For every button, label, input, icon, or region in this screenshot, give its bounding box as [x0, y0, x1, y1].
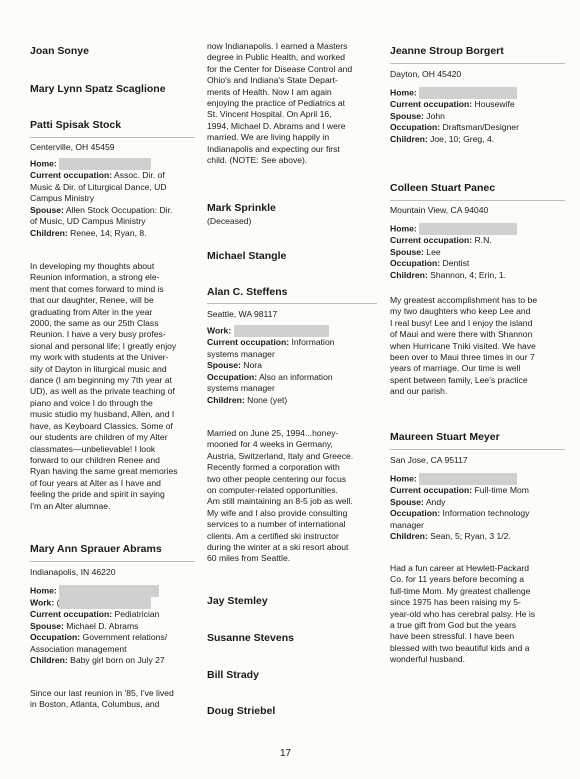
text-line: Co. for 11 years before becoming a: [390, 574, 525, 585]
text-line: in Boston, Atlanta, Columbus, and: [30, 699, 160, 710]
text-line: Reunion. I have a very busy profes-: [30, 329, 166, 340]
entry-details: [390, 223, 565, 281]
text-line: my work with students at the Univer-: [30, 352, 169, 363]
page-number: 17: [280, 748, 292, 759]
entry-name: Colleen Stuart Panec: [390, 182, 496, 194]
field-label: Occupation:: [30, 632, 81, 643]
field-label: Home:: [390, 223, 417, 234]
text-line: dance (I am beginning my 7th year at: [30, 375, 172, 386]
redacted-value: [419, 473, 517, 485]
text-line: services to a number of international: [207, 519, 346, 530]
text-line: Reunion information, a strong ele-: [30, 272, 160, 283]
field-label: Spouse:: [390, 110, 424, 121]
text-line: St. Vincent Hospital. On April 16,: [207, 109, 332, 120]
entry-name: Alan C. Steffens: [207, 286, 288, 298]
field-label: Current occupation:: [390, 99, 473, 109]
field-value: Pediatrician: [114, 609, 160, 619]
field-value: manager: [390, 519, 424, 530]
entry-name: Joan Sonye: [30, 45, 89, 57]
text-line: UD), as well as the private teaching of: [30, 386, 175, 397]
text-line: enjoying the practice of Pediatrics at: [207, 98, 346, 109]
entry-name: Mary Ann Sprauer Abrams: [30, 543, 162, 555]
field-value: Music & Dir. of Liturgical Dance, UD: [30, 181, 167, 192]
text-line: two other people centering our focus: [207, 473, 347, 484]
field-label: Occupation:: [207, 371, 258, 382]
field-label: Home:: [390, 473, 417, 484]
text-line: my two daughters who keep Lee and: [390, 306, 531, 317]
field-value: systems manager: [207, 348, 275, 359]
text-line: Am still maintaining an 8-5 job as well.: [207, 496, 353, 507]
text-line: been over to Maui three times in our 7: [390, 352, 535, 363]
text-line: My wife and I also provide consulting: [207, 507, 348, 518]
field-value: Andy: [425, 496, 446, 507]
divider: [390, 63, 565, 64]
field-value: Government relations/: [82, 632, 168, 643]
text-line: I real busy! Lee and I enjoy the island: [390, 317, 533, 328]
text-line: music studio my husband, Allen, and I: [30, 409, 175, 420]
divider: [390, 200, 565, 201]
entry-details: [30, 585, 195, 667]
field-value: Allen Stock Occupation: Dir.: [65, 204, 173, 215]
field-label: Spouse:: [30, 204, 64, 215]
entry-name: Mary Lynn Spatz Scaglione: [30, 83, 166, 95]
text-line: years of marriage. Our time is well: [390, 363, 521, 374]
entry-details: [390, 87, 565, 145]
field-value: Campus Ministry: [30, 193, 94, 204]
redacted-value: [56, 597, 151, 609]
field-value: Dentist: [442, 258, 470, 269]
field-label: Current occupation:: [207, 337, 290, 347]
entry-paragraph: [207, 428, 377, 565]
field-value: Nora: [243, 360, 262, 371]
text-line: on computer-related opportunities.: [207, 485, 338, 496]
text-line: 60 miles from Seattle.: [207, 553, 291, 564]
text-line: for the Center for Disease Control and: [207, 63, 353, 74]
divider: [390, 449, 565, 450]
text-line: and our parish.: [390, 386, 448, 397]
field-value: Housewife: [474, 99, 515, 109]
text-line: blessed with two beautiful kids and a: [390, 642, 530, 653]
divider: [207, 303, 377, 304]
field-label: Children:: [390, 531, 428, 542]
text-line: degree in Public Health, and worked: [207, 52, 346, 63]
field-label: Home:: [390, 87, 417, 98]
text-line: Had a fun career at Hewlett-Packard: [390, 563, 529, 573]
text-line: feeling the pride and spirit in saying: [30, 489, 165, 500]
field-label: Current occupation:: [30, 609, 113, 619]
text-line: Austria, Switzerland, Italy and Greece.: [207, 450, 354, 461]
entry-details: [390, 473, 565, 543]
text-line: during the winter at a ski resort about: [207, 542, 349, 553]
text-line: mooned for 4 weeks in Germany,: [207, 439, 333, 450]
field-value: Information technology: [442, 508, 530, 519]
entry-paragraph: [30, 261, 195, 512]
text-line: In developing my thoughts about: [30, 261, 155, 271]
field-label: Children:: [390, 269, 428, 280]
text-line: My greatest accomplishment has to be: [390, 295, 538, 305]
field-value: None (yet): [247, 394, 288, 405]
field-value: R.N.: [474, 235, 492, 245]
text-line: ments of Health. Now I am again: [207, 86, 332, 97]
field-value: Information: [291, 337, 335, 347]
text-line: Recently formed a corporation with: [207, 462, 340, 473]
text-line: graduating from Alter in the year: [30, 306, 153, 317]
redacted-value: [234, 325, 329, 337]
entry-location: Mountain View, CA 94040: [390, 205, 489, 215]
entry-paragraph-continued: [207, 41, 377, 166]
field-label: Work:: [30, 597, 55, 608]
entry-note: (Deceased): [207, 216, 252, 226]
text-line: have been stressful. I have been: [390, 631, 515, 642]
field-label: Children:: [207, 394, 245, 405]
text-line: child. (NOTE: See above).: [207, 155, 308, 166]
field-value: Assoc. Dir. of: [114, 170, 165, 180]
text-line: full-time Mom. My greatest challenge: [390, 585, 531, 596]
field-label: Home:: [30, 158, 57, 169]
field-value: (: [56, 597, 60, 608]
field-value: Joe, 10; Greg, 4.: [430, 133, 495, 144]
field-value: Michael D. Abrams: [66, 620, 139, 631]
text-line: I'm an Alter alumnae.: [30, 500, 111, 511]
field-label: Occupation:: [390, 258, 441, 269]
field-label: Work:: [207, 325, 232, 336]
entry-name: Michael Stangle: [207, 250, 287, 262]
field-value: Lee: [426, 246, 441, 257]
redacted-value: [59, 158, 151, 170]
text-line: Ohio's and Indiana's State Depart-: [207, 75, 338, 86]
field-value: Also an information: [259, 371, 333, 382]
field-label: Spouse:: [390, 246, 424, 257]
field-value: Baby girl born on July 27: [70, 655, 165, 666]
text-line: that our daughter, Renee, will be: [30, 295, 154, 306]
field-label: Children:: [30, 227, 68, 238]
text-line: spent between family, Lee's practice: [390, 374, 528, 385]
text-line: Indianapolis and expecting our first: [207, 143, 340, 154]
entry-name: Maureen Stuart Meyer: [390, 431, 500, 443]
text-line: ment that comes forward to mind is: [30, 283, 164, 294]
text-line: now Indianapolis. I earned a Masters: [207, 41, 348, 51]
text-line: piano and voice I do through the: [30, 397, 153, 408]
entry-name: Bill Strady: [207, 669, 259, 681]
entry-paragraph: [390, 295, 565, 398]
entry-details: [207, 325, 377, 407]
entry-details: [30, 158, 195, 240]
entry-location: Seattle, WA 98117: [207, 309, 278, 319]
field-label: Current occupation:: [390, 235, 473, 245]
entry-name: Doug Striebel: [207, 705, 276, 717]
field-label: Home:: [30, 585, 57, 596]
field-value: Association management: [30, 643, 127, 654]
text-line: since 1975 has been raising my 5-: [390, 597, 521, 608]
text-line: have, as Keyboard Classics. Some of: [30, 420, 173, 431]
field-label: Spouse:: [30, 620, 64, 631]
text-line: wonderful husband.: [390, 654, 466, 665]
entry-name: Susanne Stevens: [207, 632, 294, 644]
entry-paragraph: [30, 688, 195, 711]
entry-location: Centerville, OH 45459: [30, 142, 115, 152]
divider: [30, 561, 195, 562]
field-value: of Music, UD Campus Ministry: [30, 216, 146, 227]
text-line: Married on June 25, 1994...honey-: [207, 428, 339, 438]
field-label: Spouse:: [207, 360, 241, 371]
text-line: year-old who has cerebral palsy. He is: [390, 608, 536, 619]
entry-location: San Jose, CA 95117: [390, 455, 468, 465]
text-line: classmates—unbelievable! I look: [30, 443, 156, 454]
text-line: of Maui and were there with Shannon: [390, 329, 533, 340]
divider: [30, 137, 195, 138]
field-label: Occupation:: [390, 508, 441, 519]
redacted-value: [419, 223, 517, 235]
text-line: sity of Dayton in liturgical music and: [30, 363, 167, 374]
text-line: Since our last reunion in '85, I've lived: [30, 688, 174, 698]
text-line: clients. Am a certified ski instructor: [207, 530, 339, 541]
field-label: Children:: [30, 655, 68, 666]
entry-name: Jay Stemley: [207, 595, 268, 607]
field-value: Renee, 14; Ryan, 8.: [70, 227, 147, 238]
field-label: Occupation:: [390, 122, 441, 133]
entry-name: Mark Sprinkle: [207, 202, 276, 214]
text-line: of four years at Alter as I have and: [30, 477, 161, 488]
field-value: Full-time Mom: [474, 485, 529, 495]
text-line: married. We are living happily in: [207, 132, 330, 143]
field-label: Current occupation:: [30, 170, 113, 180]
field-label: Current occupation:: [390, 485, 473, 495]
text-line: when Hurricane Tniki visited. We have: [390, 340, 536, 351]
redacted-value: [59, 585, 159, 597]
text-line: sional and personal life; I greatly enjoy: [30, 340, 177, 351]
text-line: 1994, Michael D. Abrams and I were: [207, 120, 346, 131]
entry-paragraph: [390, 563, 565, 666]
field-value: systems manager: [207, 383, 275, 394]
entry-location: Dayton, OH 45420: [390, 69, 462, 79]
text-line: our students are children of my Alter: [30, 432, 168, 443]
entry-location: Indianapolis, IN 46220: [30, 567, 116, 577]
entry-name: Jeanne Stroup Borgert: [390, 45, 504, 57]
field-value: Draftsman/Designer: [442, 122, 519, 133]
entry-name: Patti Spisak Stock: [30, 119, 122, 131]
text-line: a true gift from God but the years: [390, 620, 517, 631]
field-value: Sean, 5; Ryan, 3 1/2.: [430, 531, 511, 542]
field-label: Spouse:: [390, 496, 424, 507]
text-line: forward to our children Renee and: [30, 454, 160, 465]
text-line: Ryan having the same great memories: [30, 466, 178, 477]
field-value: John: [426, 110, 445, 121]
text-line: 2000, the same as our 25th Class: [30, 318, 159, 329]
field-value: Shannon, 4; Erin, 1.: [430, 269, 507, 280]
redacted-value: [419, 87, 517, 99]
field-label: Children:: [390, 133, 428, 144]
